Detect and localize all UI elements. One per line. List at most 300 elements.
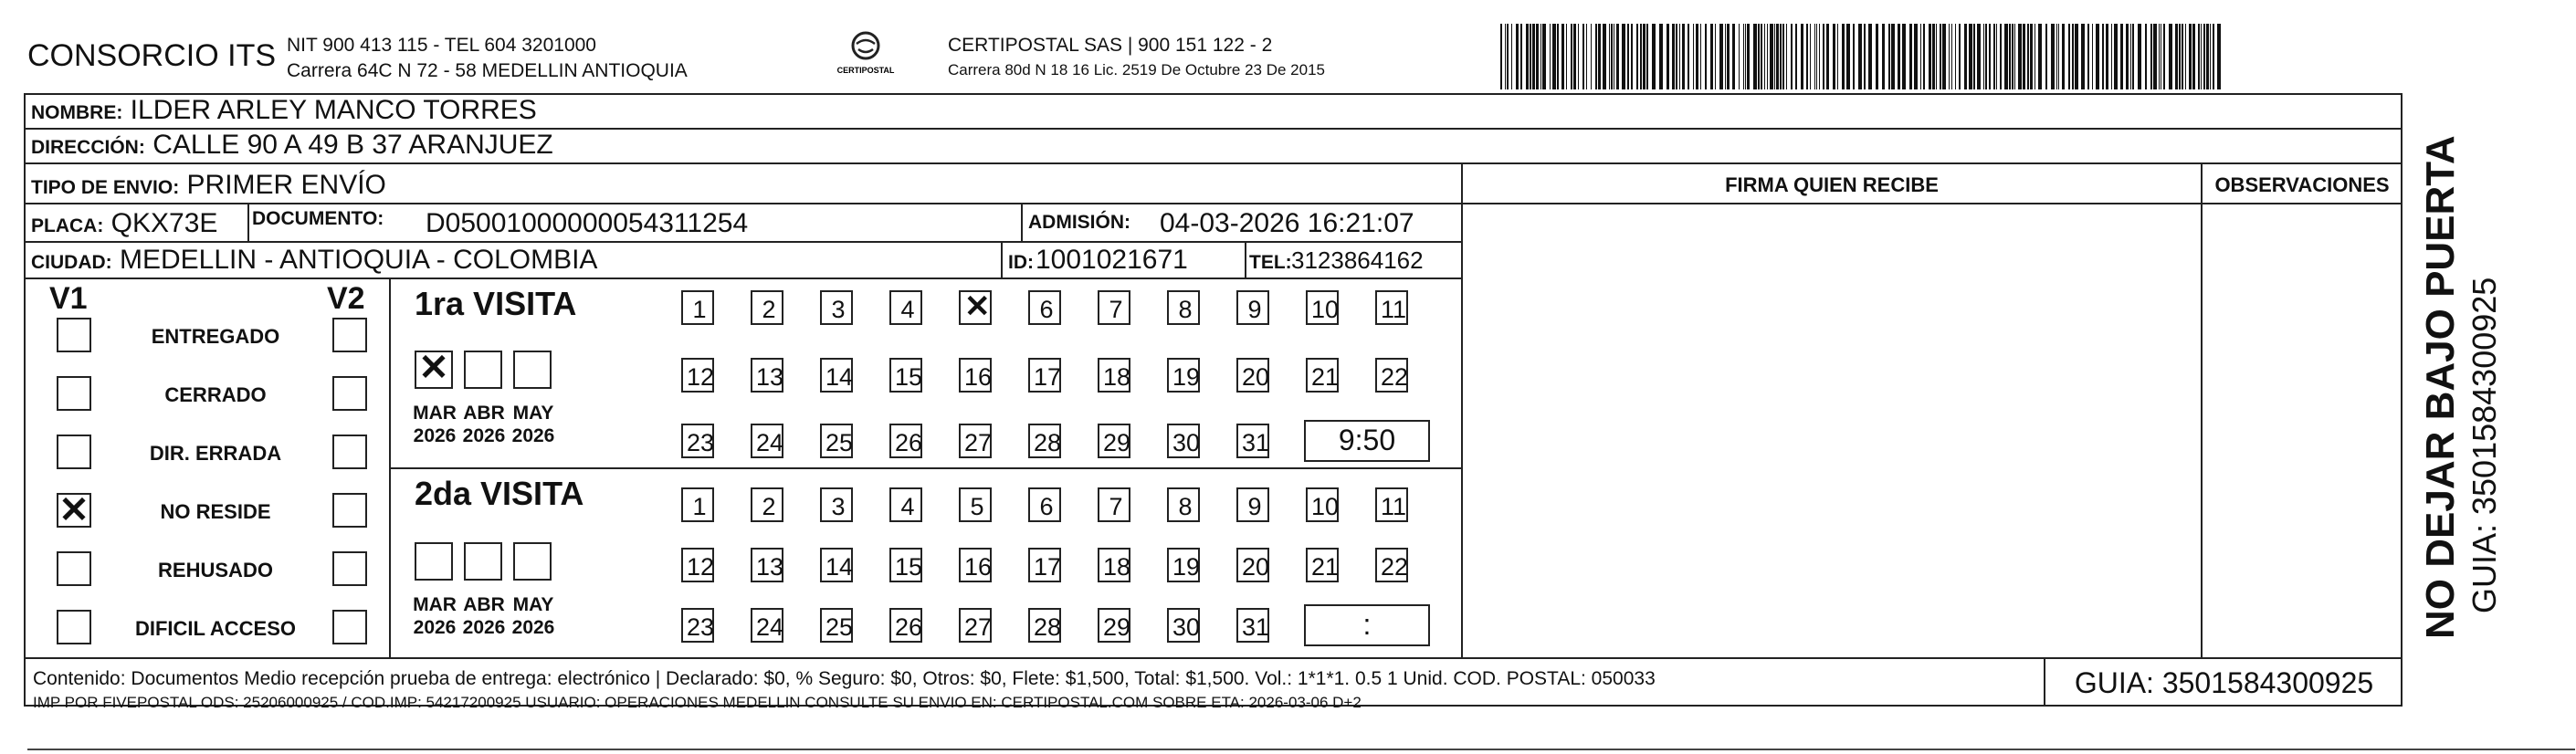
barcode-bar — [2111, 24, 2112, 89]
certipostal-name: CERTIPOSTAL SAS | 900 151 122 - 2 — [948, 35, 1273, 56]
barcode-bar — [2075, 24, 2078, 89]
company-address: Carrera 64C N 72 - 58 MEDELLIN ANTIOQUIA — [287, 60, 688, 81]
barcode-bar — [1693, 24, 1694, 89]
barcode-bar — [1561, 24, 1564, 89]
barcode-bar — [1898, 24, 1900, 89]
month-name: MAR — [413, 594, 457, 615]
barcode-bar — [1940, 24, 1941, 89]
tel-label: TEL: — [1249, 252, 1292, 273]
barcode-bar — [2106, 24, 2108, 89]
barcode-bar — [1631, 24, 1633, 89]
barcode-bar — [2175, 24, 2178, 89]
day-checkbox[interactable]: 24 — [751, 424, 783, 458]
barcode-bar — [2004, 24, 2008, 89]
certipostal-info — [948, 33, 1325, 82]
v2-checkbox[interactable] — [332, 376, 367, 411]
barcode-bar — [1776, 24, 1779, 89]
barcode-bar — [1542, 24, 1546, 89]
day-checkbox[interactable]: 13 — [751, 548, 783, 582]
side-guia: GUIA: 3501584300925 — [2466, 277, 2503, 613]
v2-checkbox[interactable] — [332, 551, 367, 586]
day-checkbox[interactable]: 16 — [959, 548, 992, 582]
barcode-bar — [1646, 24, 1648, 89]
day-checkbox[interactable]: 27 — [959, 424, 992, 458]
barcode-bar — [1540, 24, 1541, 89]
certipostal-logo — [811, 27, 920, 84]
month-name: ABR — [463, 403, 505, 424]
status-label: DIR. ERRADA — [149, 442, 282, 465]
barcode-bar — [1700, 24, 1701, 89]
barcode-bar — [1955, 24, 1956, 89]
day-checkbox[interactable]: 3 — [820, 290, 853, 325]
observaciones-header: OBSERVACIONES — [2214, 173, 2390, 196]
barcode-bar — [2163, 24, 2165, 89]
v1-header: V1 — [49, 281, 88, 316]
barcode-bar — [1833, 24, 1835, 89]
month-label — [458, 593, 510, 639]
ciudad-label: CIUDAD: — [31, 252, 112, 273]
v1-checkbox[interactable] — [57, 551, 91, 586]
month-label — [458, 402, 510, 447]
barcode-bar — [1659, 24, 1663, 89]
month-year: 2026 — [511, 617, 555, 638]
day-checkbox[interactable]: 17 — [1028, 548, 1061, 582]
nombre-value: ILDER ARLEY MANCO TORRES — [130, 95, 537, 125]
day-checkbox[interactable]: 13 — [751, 358, 783, 393]
v1-checkbox[interactable] — [57, 610, 91, 644]
admision-value: 04-03-2026 16:21:07 — [1160, 208, 1414, 238]
day-checkbox[interactable]: 12 — [681, 548, 714, 582]
barcode-bar — [1782, 24, 1784, 89]
row-nombre — [26, 95, 2402, 130]
v2-checkbox[interactable] — [332, 493, 367, 528]
barcode-bar — [1725, 24, 1726, 89]
barcode-bar — [1996, 24, 1997, 89]
barcode-bar — [1806, 24, 1808, 89]
barcode-bar — [1705, 24, 1707, 89]
day-checkbox[interactable]: 11 — [1375, 290, 1408, 325]
tipo-label: TIPO DE ENVIO: — [31, 177, 180, 198]
barcode-bar — [1582, 24, 1584, 89]
day-checkbox[interactable]: 3 — [820, 487, 853, 522]
day-checkbox[interactable]: 18 — [1098, 548, 1130, 582]
day-checkbox[interactable]: 26 — [889, 424, 922, 458]
barcode-bar — [1888, 24, 1890, 89]
day-checkbox[interactable]: 1 — [681, 290, 714, 325]
barcode-bar — [1696, 24, 1698, 89]
barcode-bar — [1923, 24, 1925, 89]
barcode-bar — [1753, 24, 1757, 89]
barcode — [1500, 24, 2228, 89]
day-checkbox[interactable]: 23 — [681, 608, 714, 643]
day-checkbox[interactable]: 16 — [959, 358, 992, 393]
month-name: ABR — [463, 594, 505, 615]
barcode-bar — [1823, 24, 1824, 89]
barcode-bar — [1727, 24, 1730, 89]
barcode-bar — [1710, 24, 1713, 89]
v1-checkbox[interactable] — [57, 318, 91, 352]
day-checkbox[interactable]: 30 — [1167, 608, 1200, 643]
barcode-bar — [1640, 24, 1642, 89]
footer-print-info: IMP POR FIVEPOSTAL ODS: 25206000925 / COD.IMP: 54217200925 USUARIO: OPERACIONES MEDELLIN CONSULTE SU ENVIO EN: CERTIPOSTAL.COM SOBRE ETA: 2026-03-06 D+2 — [33, 694, 1362, 711]
barcode-bar — [2213, 24, 2214, 89]
barcode-bar — [2092, 24, 2093, 89]
barcode-bar — [2058, 24, 2059, 89]
barcode-bar — [2012, 24, 2013, 89]
no-dejar-label: NO DEJAR BAJO PUERTA — [2418, 135, 2463, 639]
day-checkbox[interactable]: 14 — [820, 548, 853, 582]
barcode-bar — [1530, 24, 1531, 89]
barcode-bar — [2182, 24, 2183, 89]
month-year: 2026 — [511, 425, 555, 446]
barcode-bar — [2009, 24, 2011, 89]
day-checkbox[interactable]: 14 — [820, 358, 853, 393]
barcode-bar — [1643, 24, 1645, 89]
month-label — [409, 593, 460, 639]
day-checkbox[interactable]: 7 — [1098, 290, 1130, 325]
month-label — [508, 593, 559, 639]
barcode-bar — [2068, 24, 2070, 89]
certipostal-address: Carrera 80d N 18 16 Lic. 2519 De Octubre 23 De 2015 — [948, 61, 1325, 79]
barcode-bar — [1837, 24, 1838, 89]
barcode-bar — [2062, 24, 2065, 89]
month-checkbox[interactable] — [415, 542, 453, 581]
day-checkbox[interactable]: 29 — [1098, 424, 1130, 458]
day-checkbox[interactable]: 23 — [681, 424, 714, 458]
barcode-bar — [1942, 24, 1946, 89]
barcode-bar — [1936, 24, 1937, 89]
barcode-bar — [1914, 24, 1918, 89]
day-checkbox[interactable]: 25 — [820, 608, 853, 643]
v2-header: V2 — [327, 281, 365, 316]
barcode-bar — [1964, 24, 1967, 89]
barcode-bar — [1745, 24, 1746, 89]
nombre-label: NOMBRE: — [31, 102, 123, 123]
barcode-bar — [1595, 24, 1597, 89]
barcode-bar — [1951, 24, 1952, 89]
row-placa — [26, 204, 1463, 243]
status-label: REHUSADO — [158, 559, 273, 581]
row-direccion — [26, 130, 2402, 164]
status-label: CERRADO — [164, 383, 267, 406]
barcode-bar — [1739, 24, 1740, 89]
day-checkbox[interactable]: 17 — [1028, 358, 1061, 393]
barcode-bar — [1532, 24, 1535, 89]
day-checkbox[interactable]: ✕ — [959, 290, 992, 325]
barcode-bar — [2153, 24, 2157, 89]
day-checkbox[interactable]: 21 — [1306, 548, 1339, 582]
day-checkbox[interactable]: 11 — [1375, 487, 1408, 522]
ciudad-value: MEDELLIN - ANTIOQUIA - COLOMBIA — [120, 245, 598, 275]
day-checkbox[interactable]: 22 — [1375, 358, 1408, 393]
day-checkbox[interactable]: 6 — [1028, 290, 1061, 325]
barcode-bar — [2030, 24, 2033, 89]
barcode-bar — [1801, 24, 1803, 89]
day-checkbox[interactable]: 10 — [1306, 290, 1339, 325]
day-checkbox[interactable]: 6 — [1028, 487, 1061, 522]
row-ciudad — [26, 243, 1463, 279]
barcode-bar — [1758, 24, 1760, 89]
barcode-bar — [2203, 24, 2205, 89]
placa-value: QKX73E — [110, 208, 218, 238]
time-box[interactable]: : — [1304, 604, 1430, 646]
barcode-bar — [2018, 24, 2022, 89]
barcode-bar — [2027, 24, 2029, 89]
barcode-bar — [1622, 24, 1625, 89]
day-checkbox[interactable]: 5 — [959, 487, 992, 522]
barcode-bar — [1507, 24, 1509, 89]
day-checkbox[interactable]: 20 — [1236, 548, 1269, 582]
v2-checkbox[interactable] — [332, 318, 367, 352]
id-label: ID: — [1008, 252, 1034, 273]
day-checkbox[interactable]: 22 — [1375, 548, 1408, 582]
barcode-bar — [1932, 24, 1935, 89]
barcode-bar — [1902, 24, 1906, 89]
first-visit-title: 1ra VISITA — [415, 285, 577, 322]
barcode-bar — [1578, 24, 1579, 89]
barcode-bar — [1983, 24, 1984, 89]
day-checkbox[interactable]: 15 — [889, 358, 922, 393]
status-label: DIFICIL ACCESO — [134, 617, 296, 640]
month-name: MAY — [512, 403, 554, 424]
day-checkbox[interactable]: 9 — [1236, 487, 1269, 522]
month-year: 2026 — [462, 425, 506, 446]
barcode-bar — [1780, 24, 1782, 89]
barcode-bar — [1571, 24, 1572, 89]
month-checkbox[interactable] — [464, 542, 502, 581]
tipo-value: PRIMER ENVÍO — [186, 170, 386, 200]
barcode-bar — [1864, 24, 1866, 89]
day-checkbox[interactable]: 21 — [1306, 358, 1339, 393]
v1-checkbox[interactable] — [57, 435, 91, 469]
barcode-bar — [1764, 24, 1765, 89]
barcode-bar — [2056, 24, 2057, 89]
firma-header: FIRMA QUIEN RECIBE — [1725, 173, 1939, 196]
barcode-bar — [1761, 24, 1762, 89]
barcode-bar — [1616, 24, 1619, 89]
day-checkbox[interactable]: 7 — [1098, 487, 1130, 522]
barcode-bar — [1969, 24, 1972, 89]
month-checkbox[interactable] — [464, 351, 502, 389]
direccion-label: DIRECCIÓN: — [31, 137, 145, 158]
day-checkbox[interactable]: 4 — [889, 290, 922, 325]
barcode-bar — [1826, 24, 1829, 89]
barcode-bar — [2217, 24, 2221, 89]
day-checkbox[interactable]: 18 — [1098, 358, 1130, 393]
barcode-bar — [1672, 24, 1675, 89]
barcode-bar — [2096, 24, 2099, 89]
barcode-bar — [1667, 24, 1669, 89]
month-checkbox[interactable] — [513, 542, 552, 581]
v2-checkbox[interactable] — [332, 435, 367, 469]
barcode-bar — [1810, 24, 1811, 89]
footer-content: Contenido: Documentos Medio recepción prueba de entrega: electrónico | Declarado: $0, % Seguro: $0, Otros: $0, Flete: $1,500, Total: $1,500. Vol.: 1*1*1. 0.5 1 Unid. COD. POSTAL: 050033 — [33, 668, 1656, 689]
barcode-bar — [1603, 24, 1606, 89]
day-checkbox[interactable]: 2 — [751, 487, 783, 522]
barcode-bar — [1819, 24, 1820, 89]
barcode-bar — [1732, 24, 1735, 89]
day-checkbox[interactable]: 10 — [1306, 487, 1339, 522]
day-checkbox[interactable]: 31 — [1236, 424, 1269, 458]
barcode-bar — [1552, 24, 1556, 89]
day-checkbox[interactable]: 15 — [889, 548, 922, 582]
barcode-bar — [1505, 24, 1506, 89]
month-name: MAR — [413, 403, 457, 424]
barcode-bar — [1573, 24, 1576, 89]
barcode-bar — [1719, 24, 1723, 89]
barcode-bar — [1977, 24, 1981, 89]
barcode-bar — [1526, 24, 1529, 89]
day-checkbox[interactable]: 12 — [681, 358, 714, 393]
barcode-bar — [1949, 24, 1950, 89]
day-checkbox[interactable]: 19 — [1167, 358, 1200, 393]
barcode-bar — [1858, 24, 1862, 89]
barcode-bar — [1891, 24, 1895, 89]
barcode-bar — [1791, 24, 1793, 89]
barcode-bar — [1959, 24, 1961, 89]
barcode-bar — [1770, 24, 1773, 89]
barcode-bar — [1795, 24, 1797, 89]
barcode-bar — [1688, 24, 1689, 89]
barcode-bar — [2145, 24, 2147, 89]
month-checkbox[interactable] — [513, 351, 552, 389]
barcode-bar — [1920, 24, 1921, 89]
barcode-bar — [1816, 24, 1817, 89]
barcode-bar — [2081, 24, 2085, 89]
bottom-edge — [27, 749, 2575, 750]
status-label: ENTREGADO — [151, 325, 280, 348]
barcode-bar — [1536, 24, 1539, 89]
barcode-bar — [1500, 24, 1502, 89]
guia-number: GUIA: 3501584300925 — [2074, 666, 2374, 699]
barcode-bar — [1520, 24, 1522, 89]
barcode-bar — [2159, 24, 2160, 89]
barcode-bar — [2138, 24, 2141, 89]
day-checkbox[interactable]: 29 — [1098, 608, 1130, 643]
v1-checkbox[interactable]: ✕ — [57, 493, 91, 528]
barcode-bar — [2198, 24, 2200, 89]
barcode-bar — [1882, 24, 1885, 89]
barcode-bar — [1743, 24, 1744, 89]
day-checkbox[interactable]: 20 — [1236, 358, 1269, 393]
time-box[interactable]: 9:50 — [1304, 420, 1430, 462]
barcode-bar — [1566, 24, 1567, 89]
barcode-bar — [1627, 24, 1629, 89]
barcode-bar — [2179, 24, 2181, 89]
day-checkbox[interactable]: 2 — [751, 290, 783, 325]
day-checkbox[interactable]: 19 — [1167, 548, 1200, 582]
barcode-bar — [1715, 24, 1716, 89]
barcode-bar — [1989, 24, 1991, 89]
day-checkbox[interactable]: 28 — [1028, 424, 1061, 458]
barcode-bar — [1609, 24, 1610, 89]
barcode-bar — [2072, 24, 2074, 89]
barcode-bar — [1767, 24, 1768, 89]
month-year: 2026 — [413, 617, 457, 638]
barcode-bar — [1511, 24, 1512, 89]
barcode-bar — [2023, 24, 2025, 89]
barcode-bar — [2087, 24, 2089, 89]
barcode-bar — [1993, 24, 1995, 89]
barcode-bar — [2132, 24, 2134, 89]
barcode-bar — [2192, 24, 2195, 89]
barcode-bar — [1774, 24, 1775, 89]
barcode-bar — [1676, 24, 1677, 89]
barcode-bar — [2051, 24, 2055, 89]
barcode-bar — [1876, 24, 1878, 89]
barcode-bar — [1814, 24, 1815, 89]
barcode-bar — [2014, 24, 2015, 89]
day-checkbox[interactable]: 25 — [820, 424, 853, 458]
barcode-bar — [1909, 24, 1912, 89]
barcode-bar — [2189, 24, 2192, 89]
company-nit: NIT 900 413 115 - TEL 604 3201000 — [287, 35, 596, 56]
v1-checkbox[interactable] — [57, 376, 91, 411]
month-year: 2026 — [413, 425, 457, 446]
day-checkbox[interactable]: 24 — [751, 608, 783, 643]
day-checkbox[interactable]: 9 — [1236, 290, 1269, 325]
svg-text:CERTIPOSTAL: CERTIPOSTAL — [836, 66, 895, 75]
day-checkbox[interactable]: 27 — [959, 608, 992, 643]
barcode-bar — [1747, 24, 1750, 89]
v2-checkbox[interactable] — [332, 610, 367, 644]
barcode-bar — [1679, 24, 1680, 89]
barcode-bar — [1786, 24, 1787, 89]
barcode-bar — [1550, 24, 1551, 89]
barcode-bar — [1868, 24, 1872, 89]
month-name: MAY — [512, 594, 554, 615]
barcode-bar — [2150, 24, 2152, 89]
barcode-bar — [1842, 24, 1845, 89]
month-checkbox[interactable]: ✕ — [415, 351, 453, 389]
documento-label: DOCUMENTO: — [252, 208, 384, 229]
day-checkbox[interactable]: 26 — [889, 608, 922, 643]
barcode-bar — [1846, 24, 1850, 89]
company-name: CONSORCIO ITS — [27, 38, 277, 73]
barcode-bar — [2210, 24, 2211, 89]
company-info — [287, 33, 688, 84]
barcode-bar — [2185, 24, 2186, 89]
barcode-bar — [1985, 24, 1987, 89]
day-checkbox[interactable]: 8 — [1167, 487, 1200, 522]
month-label — [409, 402, 460, 447]
day-checkbox[interactable]: 28 — [1028, 608, 1061, 643]
day-checkbox[interactable]: 31 — [1236, 608, 1269, 643]
barcode-bar — [1973, 24, 1975, 89]
id-value: 1001021671 — [1036, 245, 1188, 275]
row-tipo — [26, 164, 1463, 204]
barcode-bar — [2038, 24, 2042, 89]
direccion-value: CALLE 90 A 49 B 37 ARANJUEZ — [152, 130, 553, 160]
barcode-bar — [1652, 24, 1656, 89]
barcode-bar — [1586, 24, 1587, 89]
barcode-bar — [1853, 24, 1855, 89]
day-checkbox[interactable]: 8 — [1167, 290, 1200, 325]
barcode-bar — [2120, 24, 2123, 89]
barcode-bar — [2126, 24, 2129, 89]
day-checkbox[interactable]: 1 — [681, 487, 714, 522]
barcode-bar — [2130, 24, 2131, 89]
month-year: 2026 — [462, 617, 506, 638]
barcode-bar — [1611, 24, 1613, 89]
barcode-bar — [2114, 24, 2118, 89]
placa-label: PLACA: — [31, 215, 104, 236]
tel-value: 3123864162 — [1291, 246, 1424, 274]
day-checkbox[interactable]: 4 — [889, 487, 922, 522]
month-label — [508, 402, 559, 447]
barcode-bar — [1636, 24, 1638, 89]
day-checkbox[interactable]: 30 — [1167, 424, 1200, 458]
